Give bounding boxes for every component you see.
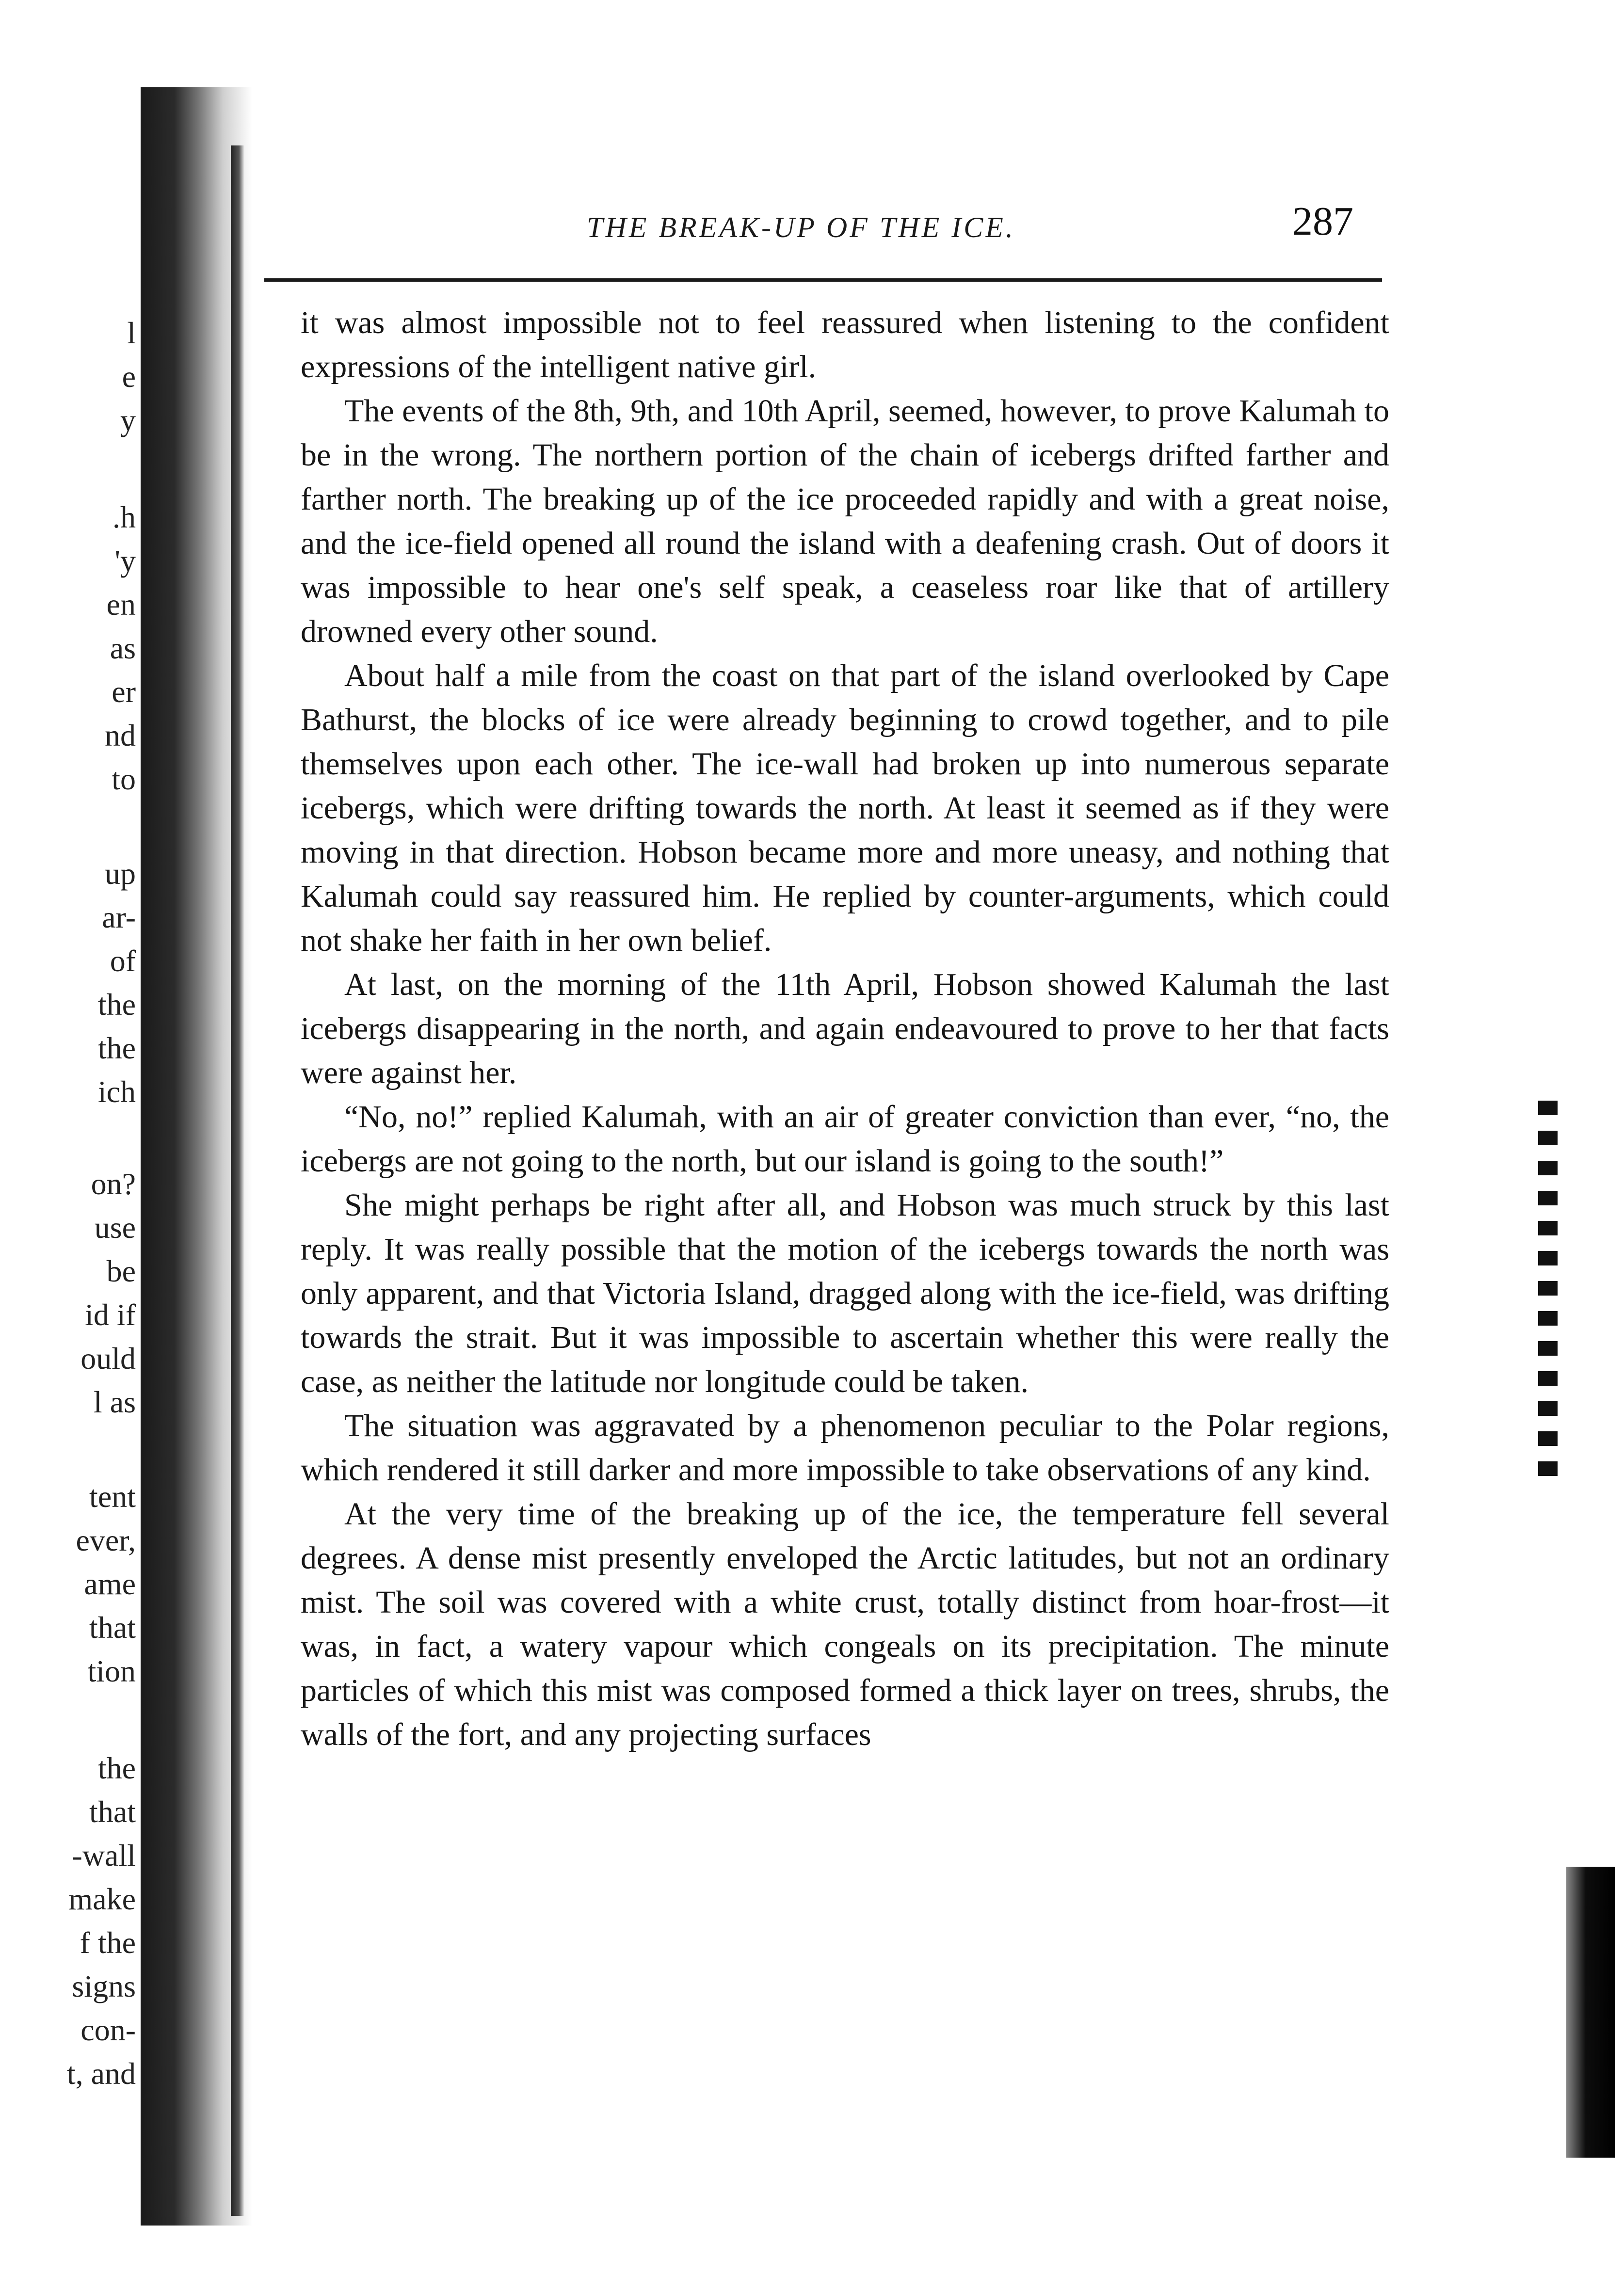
facing-page-fragment: l — [127, 316, 136, 350]
facing-page-fragment: of — [110, 944, 136, 978]
paragraph: At the very time of the breaking up of the ice, the temperature fell several degrees. A dense mist presently enveloped the Arctic latitudes, but not an ordinary mist. The soil was covered with a white crust, totally distinct from hoar-frost—it was, in fact, a watery vapour which congeals on its precipitation. The minute particles of which this mist was composed formed a thick layer on trees, shrubs, the walls of the fort, and any projecting surfaces — [301, 1496, 1389, 1752]
facing-page-fragment: be — [106, 1254, 136, 1288]
facing-page-fragment: f the — [80, 1925, 136, 1960]
facing-page-fragment: the — [97, 1751, 136, 1785]
paragraph: About half a mile from the coast on that part of the island overlooked by Cape Bathurst, the blocks of ice were already beginning to crowd together, and to pile themselves upon each other. The ice-wall had broken up into numerous separate icebergs, which were drifting towards the north. At least it seemed as if they were moving in that direction. Hobson became more and more uneasy, and nothing that Kalumah could say reassured him. He replied by counter-arguments, which could not shake her faith in her own belief. — [301, 658, 1389, 958]
facing-page-fragment: up — [105, 856, 136, 891]
facing-page-fragment: id if — [85, 1297, 136, 1332]
facing-page-fragment: y — [120, 403, 136, 437]
facing-page-fragment: tent — [89, 1479, 136, 1514]
facing-page-fragment: that — [89, 1610, 136, 1645]
facing-page-fragment: make — [68, 1882, 136, 1916]
facing-page-fragment: er — [112, 674, 136, 709]
facing-page-fragment: con- — [80, 2013, 136, 2047]
facing-page-fragment: ich — [97, 1074, 136, 1109]
running-head: THE BREAK-UP OF THE ICE. — [587, 211, 1015, 243]
facing-page-fragment: ame — [84, 1567, 136, 1601]
header-rule — [264, 278, 1382, 282]
facing-page-fragment: tion — [87, 1654, 136, 1688]
facing-page-fragment: -wall — [72, 1838, 136, 1873]
facing-page-fragment: .h — [113, 500, 136, 534]
facing-page-fragment: on? — [91, 1167, 136, 1201]
facing-page-fragment: en — [106, 587, 136, 622]
facing-page-fragment: l as — [93, 1385, 136, 1419]
facing-page-fragment: nd — [105, 718, 136, 753]
facing-page-fragment: t, and — [66, 2056, 136, 2091]
paragraph: The situation was aggravated by a phenomenon peculiar to the Polar regions, which rendered it still darker and more impossible to take observations of any kind. — [301, 1408, 1389, 1488]
facing-page-fragment: to — [112, 762, 136, 796]
facing-page-fragment: ould — [80, 1341, 136, 1376]
facing-page-fragment: signs — [72, 1969, 136, 2003]
facing-page-fragment: that — [89, 1794, 136, 1829]
gutter-edge — [231, 145, 244, 2216]
facing-page-fragment: use — [94, 1210, 136, 1245]
paragraph: She might perhaps be right after all, and Hobson was much struck by this last reply. It was really possible that the motion of the icebergs towards the north was only apparent, and that Victoria Island, dragged along with the ice-field, was drifting towards the strait. But it was impossible to ascertain whether this were really the case, as neither the latitude nor longitude could be taken. — [301, 1187, 1389, 1399]
facing-page-fragment: ever, — [76, 1523, 136, 1557]
paragraph: The events of the 8th, 9th, and 10th April, seemed, however, to prove Kalumah to be in the wrong. The northern portion of the chain of icebergs drifted farther and farther north. The breaking up of the ice proceeded rapidly and with a great noise, and the ice-field opened all round the island with a deafening crash. Out of doors it was impossible to hear one's self speak, a ceaseless roar like that of artillery drowned every other sound. — [301, 393, 1389, 649]
body-text — [301, 301, 1389, 1757]
facing-page-fragment: the — [97, 987, 136, 1022]
facing-page-fragment: ar- — [102, 900, 136, 934]
facing-page-edge — [0, 0, 145, 2274]
facing-page-fragment: e — [122, 359, 136, 394]
page-number: 287 — [1292, 199, 1353, 244]
page-edge-shadow — [1566, 1867, 1615, 2158]
paragraph: “No, no!” replied Kalumah, with an air of greater conviction than ever, “no, the icebergs are not going to the north, but our island is going to the south!” — [301, 1099, 1389, 1179]
paragraph: At last, on the morning of the 11th April, Hobson showed Kalumah the last icebergs disappearing in the north, and again endeavoured to prove to her that facts were against her. — [301, 967, 1389, 1090]
paragraph: it was almost impossible not to feel reassured when listening to the confident expressions of the intelligent native girl. — [301, 305, 1389, 384]
facing-page-fragment: as — [110, 631, 136, 665]
facing-page-fragment: the — [97, 1031, 136, 1065]
page-edge-marks — [1538, 1101, 1558, 1489]
facing-page-fragment: 'y — [114, 544, 136, 578]
